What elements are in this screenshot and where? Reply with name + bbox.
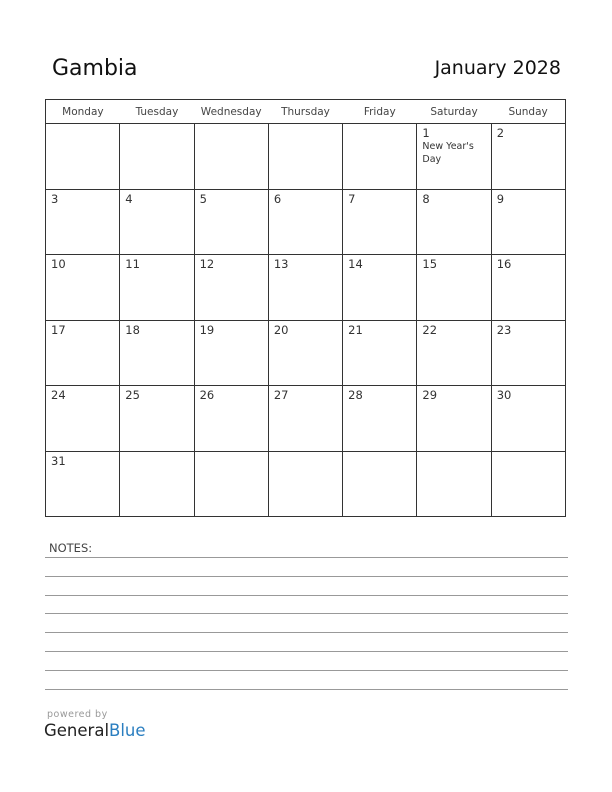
day-number: 19 (199, 322, 215, 337)
day-number: 18 (125, 322, 140, 337)
day-cell (491, 320, 565, 386)
calendar-grid (45, 99, 566, 517)
day-number: 2 (496, 126, 505, 140)
notes-line (45, 689, 568, 690)
day-cell (417, 124, 491, 190)
day-number: 14 (348, 257, 363, 271)
weekday-thursday: Thursday (268, 100, 342, 124)
day-cell (417, 320, 491, 386)
day-cell (268, 124, 342, 190)
day-number: 13 (273, 257, 289, 271)
day-cell (268, 386, 342, 452)
notes-line (45, 557, 568, 558)
brand-general: General (44, 721, 110, 740)
notes-line (45, 613, 568, 614)
day-number: 17 (51, 322, 66, 337)
day-cell (417, 255, 491, 321)
week-row (46, 189, 566, 255)
day-cell (343, 124, 417, 190)
day-number: 28 (348, 388, 363, 402)
day-cell (46, 386, 120, 452)
brand-logo (44, 721, 146, 740)
day-cell (194, 386, 268, 452)
day-cell (46, 451, 120, 517)
powered-by-text: powered by (47, 709, 108, 720)
day-cell (194, 320, 268, 386)
notes-line (45, 576, 568, 577)
day-cell (343, 451, 417, 517)
day-number: 27 (273, 388, 289, 402)
day-number: 31 (51, 453, 66, 468)
weekday-saturday: Saturday (417, 100, 491, 124)
day-cell (46, 124, 120, 190)
day-cell (417, 451, 491, 517)
day-cell (120, 124, 194, 190)
weekday-tuesday: Tuesday (120, 100, 194, 124)
day-number: 5 (199, 191, 207, 206)
day-number: 6 (273, 191, 282, 206)
day-cell (120, 189, 194, 255)
week-row (46, 124, 566, 190)
day-cell (491, 124, 565, 190)
day-number: 24 (51, 388, 66, 402)
notes-line (45, 595, 568, 596)
day-cell (491, 255, 565, 321)
day-cell (268, 451, 342, 517)
day-cell (194, 451, 268, 517)
week-row (46, 386, 566, 452)
day-number: 9 (496, 191, 505, 206)
day-cell (120, 320, 194, 386)
day-number: 1 (422, 126, 430, 140)
day-cell (417, 189, 491, 255)
day-cell (343, 386, 417, 452)
day-number: 11 (125, 257, 140, 271)
weekday-monday: Monday (46, 100, 120, 124)
day-cell (491, 189, 565, 255)
notes-line (45, 632, 568, 633)
day-number: 12 (199, 257, 215, 271)
day-cell (120, 386, 194, 452)
holiday-label: New Year's Day (422, 141, 474, 165)
notes-line (45, 670, 568, 671)
calendar-body (46, 124, 566, 517)
weekday-friday: Friday (343, 100, 417, 124)
day-number: 30 (496, 388, 512, 402)
day-number: 7 (348, 191, 356, 206)
week-row (46, 320, 566, 386)
day-number: 8 (422, 191, 430, 206)
month-title: January 2028 (434, 57, 561, 79)
day-number: 20 (273, 322, 289, 337)
day-cell (194, 189, 268, 255)
day-cell (268, 320, 342, 386)
day-cell (46, 189, 120, 255)
day-number: 26 (199, 388, 215, 402)
day-cell (120, 255, 194, 321)
day-cell (343, 189, 417, 255)
weekday-header-row (46, 100, 566, 124)
day-cell (491, 451, 565, 517)
country-title: Gambia (52, 56, 138, 81)
week-row (46, 451, 566, 517)
weekday-sunday: Sunday (491, 100, 565, 124)
day-cell (46, 255, 120, 321)
day-number: 29 (422, 388, 438, 402)
brand-blue: Blue (109, 721, 146, 740)
weekday-wednesday: Wednesday (194, 100, 268, 124)
day-number: 16 (496, 257, 512, 271)
day-cell (120, 451, 194, 517)
week-row (46, 255, 566, 321)
day-number: 22 (422, 322, 438, 337)
day-cell (343, 255, 417, 321)
day-cell (417, 386, 491, 452)
notes-label: NOTES: (49, 541, 93, 555)
day-cell (491, 386, 565, 452)
day-cell (46, 320, 120, 386)
notes-line (45, 651, 568, 652)
day-number: 3 (51, 191, 59, 206)
day-number: 4 (125, 191, 133, 206)
day-number: 10 (51, 257, 66, 271)
day-cell (268, 255, 342, 321)
day-cell (194, 255, 268, 321)
day-cell (268, 189, 342, 255)
day-cell (343, 320, 417, 386)
day-number: 21 (348, 322, 363, 337)
day-number: 15 (422, 257, 438, 271)
day-number: 25 (125, 388, 140, 402)
day-number: 23 (496, 322, 512, 337)
day-cell (194, 124, 268, 190)
